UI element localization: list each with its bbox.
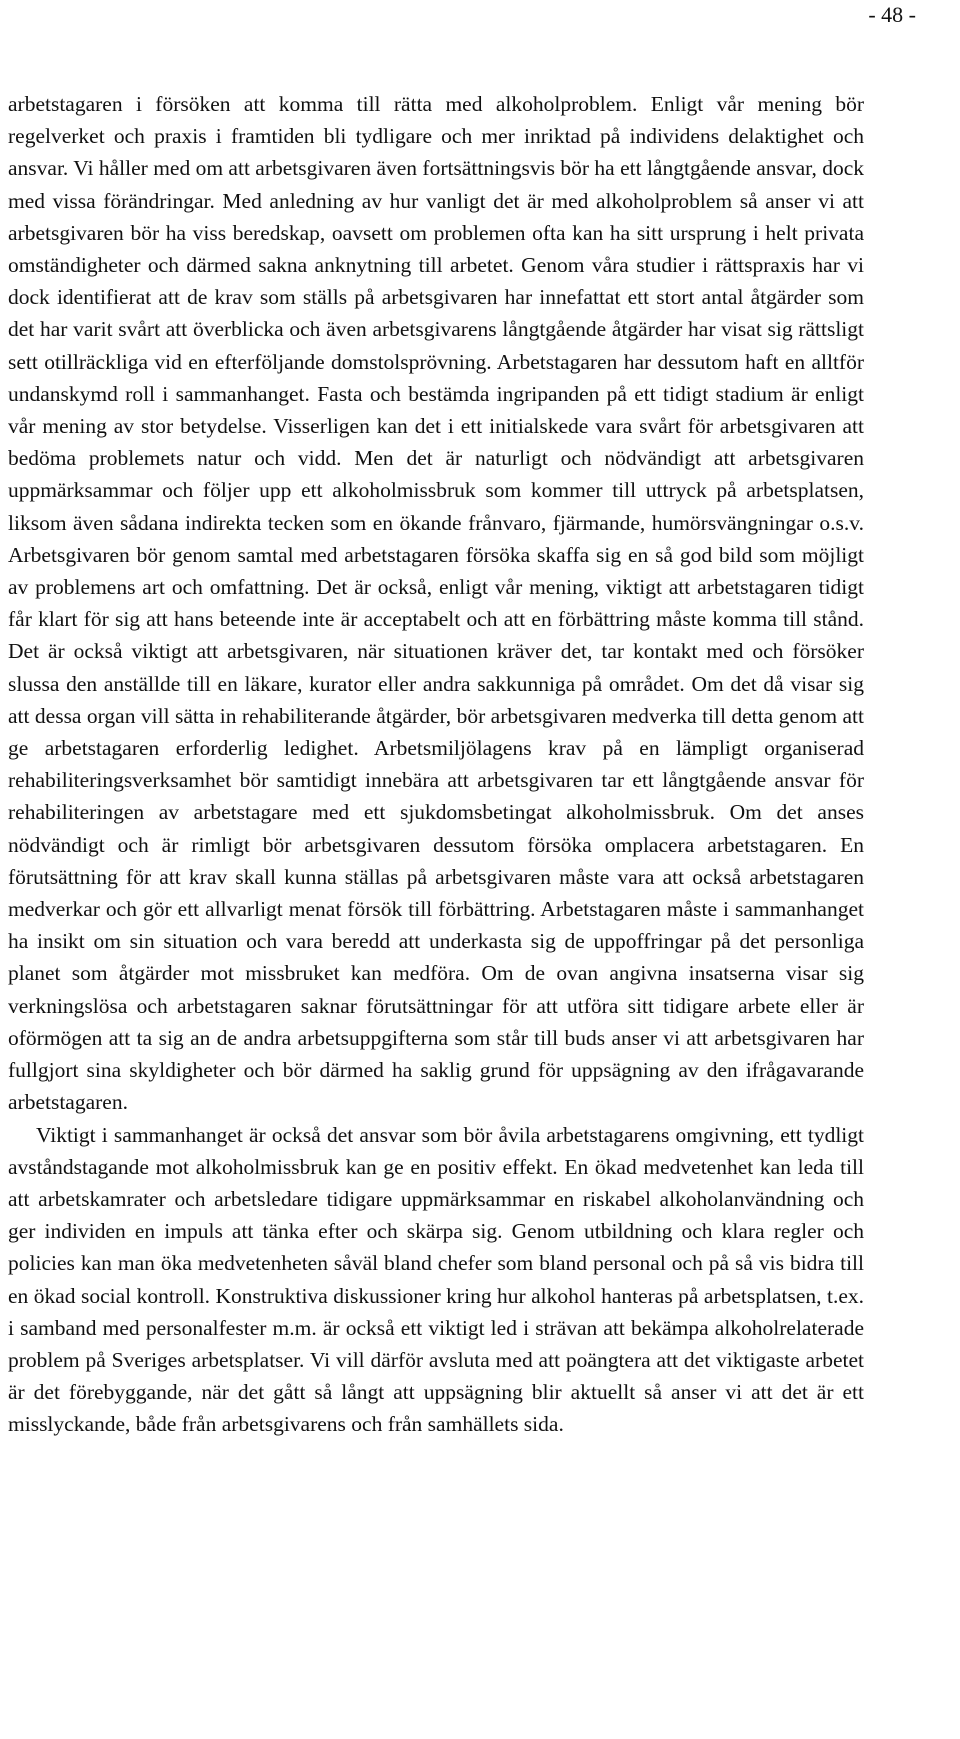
- paragraph-1: arbetstagaren i försöken att komma till rätta med alkoholproblem. Enligt vår mening bör regelverket och praxis i framtiden bli tydligare och mer inriktad på individens delaktighet och ansvar. Vi håller med om att arbetsgivaren även fortsättningsvis bör ha ett långtgående ansvar, dock med vissa förändringar. Med anledning av hur vanligt det är med alkoholproblem så anser vi att arbetsgivaren bör ha viss beredskap, oavsett om problemen ofta kan ha sitt ursprung i helt privata omständigheter och därmed sakna anknytning till arbetet. Genom våra studier i rättspraxis har vi dock identifierat att de krav som ställs på arbetsgivaren har innefattat ett stort antal åtgärder som det har varit svårt att överblicka och även arbetsgivarens långtgående åtgärder har visat sig rättsligt sett otillräckliga vid en efterföljande domstolsprövning. Arbetstagaren har dessutom haft en alltför undanskymd roll i sammanhanget. Fasta och bestämda ingripanden på ett tidigt stadium är enligt vår mening av stor betydelse. Visserligen kan det i ett initialskede vara svårt för arbetsgivaren att bedöma problemets natur och vidd. Men det är naturligt och nödvändigt att arbetsgivaren uppmärksammar och följer upp ett alkoholmissbruk som kommer till uttryck på arbetsplatsen, liksom även sådana indirekta tecken som en ökande frånvaro, fjärmande, humörsvängningar o.s.v. Arbetsgivaren bör genom samtal med arbetstagaren försöka skaffa sig en så god bild som möjligt av problemens art och omfattning. Det är också, enligt vår mening, viktigt att arbetstagaren tidigt får klart för sig att hans beteende inte är acceptabelt och att en förbättring måste komma till stånd. Det är också viktigt att arbetsgivaren, när situationen kräver det, tar kontakt med och försöker slussa den anställde till en läkare, kurator eller andra sakkunniga på området. Om det då visar sig att dessa organ vill sätta in rehabiliterande åtgärder, bör arbetsgivaren medverka till detta genom att ge arbetstagaren erforderlig ledighet. Arbetsmiljölagens krav på en lämpligt organiserad rehabiliteringsverksamhet bör samtidigt innebära att arbetsgivaren tar ett långtgående ansvar för rehabiliteringen av arbetstagare med ett sjukdomsbetingat alkoholmissbruk. Om det anses nödvändigt och är rimligt bör arbetsgivaren dessutom försöka omplacera arbetstagaren. En förutsättning för att krav skall kunna ställas på arbetsgivaren måste vara att också arbetstagaren medverkar och gör ett allvarligt menat försök till förbättring. Arbetstagaren måste i sammanhanget ha insikt om sin situation och vara beredd att underkasta sig de uppoffringar på det personliga planet som åtgärder mot missbruket kan medföra. Om de ovan angivna insatserna visar sig verkningslösa och arbetstagaren saknar förutsättningar för att utföra sitt tidigare arbete eller är oförmögen att ta sig an de andra arbetsuppgifterna som står till buds anser vi att arbetsgivaren har fullgjort sina skyldigheter och bör därmed ha saklig grund för uppsägning av den ifrågavarande arbetstagaren.: [8, 92, 864, 1115]
- paragraph-2: Viktigt i sammanhanget är också det ansvar som bör åvila arbetstagarens omgivning, ett tydligt avståndstagande mot alkoholmissbruk kan ge en positiv effekt. En ökad medvetenhet kan leda till att arbetskamrater och arbetsledare tidigare uppmärksammar en riskabel alkoholanvändning och ger individen en impuls att tänka efter och skärpa sig. Genom utbildning och klara regler och policies kan man öka medvetenheten såväl bland chefer som bland personal och på så vis bidra till en ökad social kontroll. Konstruktiva diskussioner kring hur alkohol hanteras på arbetsplatsen, t.ex. i samband med personalfester m.m. är också ett viktigt led i strävan att bekämpa alkoholrelaterade problem på Sveriges arbetsplatser. Vi vill därför avsluta med att poängtera att det viktigaste arbetet är det förebyggande, när det gått så långt att uppsägning blir aktuellt så anser vi att det är ett misslyckande, både från arbetsgivarens och från samhällets sida.: [8, 1122, 864, 1437]
- document-body: [8, 88, 864, 1441]
- page-number: - 48 -: [868, 2, 916, 27]
